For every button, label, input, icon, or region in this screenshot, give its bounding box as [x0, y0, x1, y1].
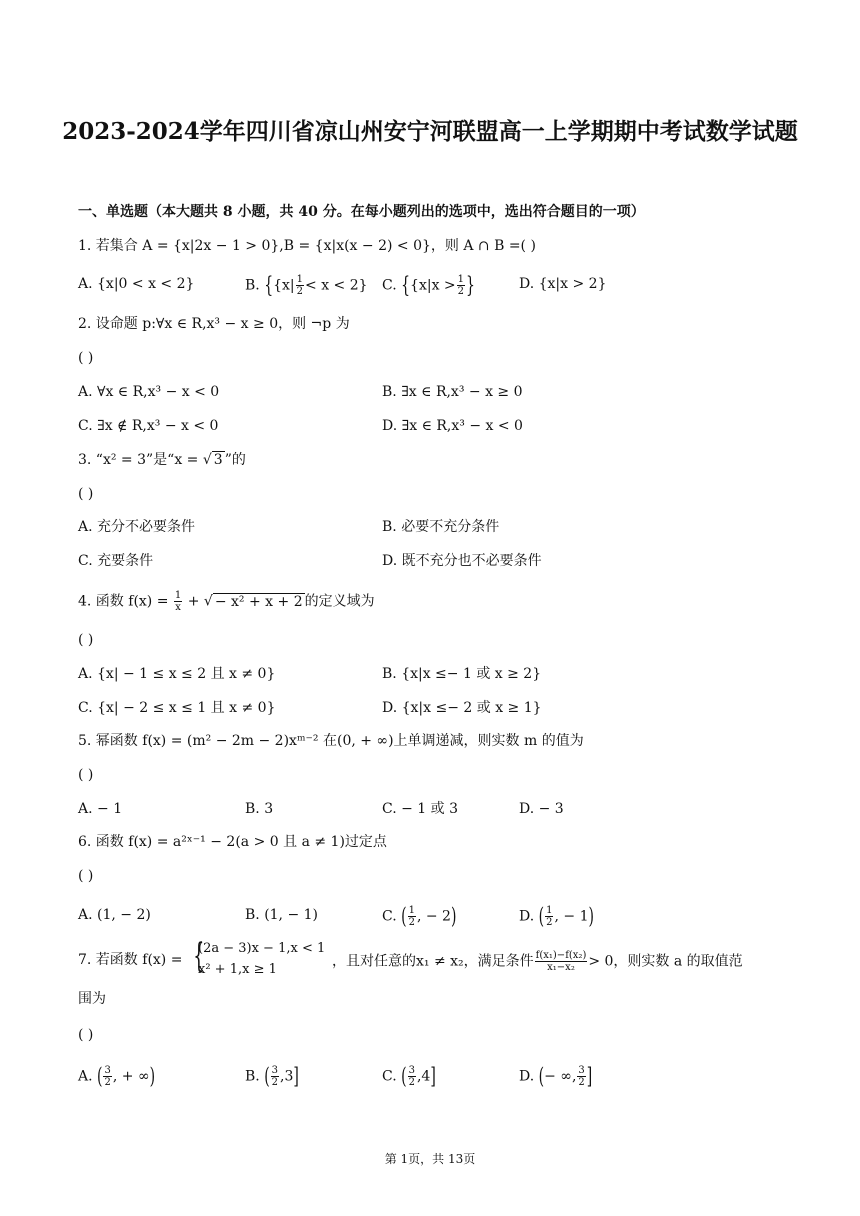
piecewise-case-2: x² + 1,x ≥ 1 [198, 962, 277, 977]
fraction: $\frac{1}{x}$ [174, 590, 182, 613]
fraction: $\frac{\text{f(x₁)−f(x₂)}}{\text{x₁−x₂}}$ [535, 950, 587, 973]
fraction: $\frac{1}{2}$ [457, 274, 465, 297]
section-heading: 一、单选题（本大题共 8 小题，共 40 分。在每小题列出的选项中，选出符合题目的一项） [78, 204, 645, 220]
answer-paren: ( ) [78, 1027, 94, 1043]
q3-option-b: B. 必要不充分条件 [382, 519, 500, 535]
q2-option-b: B. ∃x ∈ R,x³ − x ≥ 0 [382, 384, 523, 400]
q5-option-b: B. 3 [245, 801, 274, 817]
q4-option-b: B. {x|x ≤− 1 或 x ≥ 2} [382, 666, 542, 682]
q7-option-a: A. ( $\frac{3}{2}$ , + ∞) [78, 1063, 156, 1090]
q5-option-a: A. − 1 [78, 801, 123, 817]
question-7-stem-continued: ，且对任意的x₁ ≠ x₂，满足条件 $\frac{\text{f(x₁)−f(x₂)}}{\text{x₁−x₂}}$ > 0，则实数 a 的取值范 [332, 950, 743, 973]
piecewise-case-1: (2a − 3)x − 1,x < 1 [198, 941, 326, 956]
question-2-stem: 2. 设命题 p:∀x ∈ R,x³ − x ≥ 0，则 ¬p 为 [78, 316, 350, 332]
q6-option-a: A. (1, − 2) [78, 907, 151, 923]
q7-option-c: C. ( $\frac{3}{2}$ ,4] [382, 1063, 436, 1090]
answer-paren: ( ) [78, 486, 94, 502]
q3-option-d: D. 既不充分也不必要条件 [382, 553, 542, 569]
answer-paren: ( ) [78, 767, 94, 783]
question-6-stem: 6. 函数 f(x) = a²ˣ⁻¹ − 2(a > 0 且 a ≠ 1)过定点 [78, 834, 387, 850]
document-title: 2023-2024学年四川省凉山州安宁河联盟高一上学期期中考试数学试题 [62, 118, 798, 145]
q1-option-a: A. {x|0 < x < 2} [78, 276, 195, 292]
q6-option-b: B. (1, − 1) [245, 907, 319, 923]
fraction: $\frac{1}{2}$ [296, 274, 304, 297]
fraction: $\frac{3}{2}$ [271, 1065, 279, 1088]
q5-option-d: D. − 3 [519, 801, 564, 817]
q2-option-a: A. ∀x ∈ R,x³ − x < 0 [78, 384, 220, 400]
question-7-stem-prefix: 7. 若函数 f(x) = [78, 952, 183, 968]
fraction: $\frac{3}{2}$ [578, 1065, 585, 1088]
fraction: $\frac{1}{2}$ [408, 905, 415, 928]
question-1-stem: 1. 若集合 A = {x|2x − 1 > 0},B = {x|x(x − 2) < 0}，则 A ∩ B =( ) [78, 238, 536, 254]
q3-option-c: C. 充要条件 [78, 553, 154, 569]
page-footer: 第 1页，共 13页 [384, 1152, 476, 1166]
fraction: $\frac{1}{2}$ [546, 905, 553, 928]
q1-option-b: B. {{x| $\frac{1}{2}$ < x < 2} [245, 272, 368, 299]
q2-option-c: C. ∃x ∉ R,x³ − x < 0 [78, 418, 219, 434]
q5-option-c: C. − 1 或 3 [382, 801, 459, 817]
q7-option-d: D. (− ∞, $\frac{3}{2}$ ] [519, 1063, 593, 1090]
q1-option-d: D. {x|x > 2} [519, 276, 607, 292]
answer-paren: ( ) [78, 632, 94, 648]
q6-option-c: C. ( $\frac{1}{2}$ , − 2) [382, 903, 457, 930]
q4-option-d: D. {x|x ≤− 2 或 x ≥ 1} [382, 700, 542, 716]
piecewise-brace: { [193, 936, 205, 976]
question-7-stem-line2: 围为 [78, 991, 106, 1007]
question-3-stem: 3. “x² = 3”是“x = √ 3 ”的 [78, 452, 246, 468]
q1-option-c: C. {{x|x > $\frac{1}{2}$ } [382, 272, 475, 299]
answer-paren: ( ) [78, 868, 94, 884]
question-4-stem: 4. 函数 f(x) = $\frac{1}{x}$ + √ − x² + x + 2 的定义域为 [78, 590, 375, 613]
answer-paren: ( ) [78, 350, 94, 366]
question-5-stem: 5. 幂函数 f(x) = (m² − 2m − 2)xᵐ⁻² 在(0, + ∞)上单调递减，则实数 m 的值为 [78, 733, 584, 749]
q4-option-a: A. {x| − 1 ≤ x ≤ 2 且 x ≠ 0} [78, 666, 276, 682]
q4-option-c: C. {x| − 2 ≤ x ≤ 1 且 x ≠ 0} [78, 700, 276, 716]
q3-option-a: A. 充分不必要条件 [78, 519, 196, 535]
q6-option-d: D. ( $\frac{1}{2}$ , − 1) [519, 903, 594, 930]
q7-option-b: B. ( $\frac{3}{2}$ ,3] [245, 1063, 299, 1090]
fraction: $\frac{3}{2}$ [408, 1065, 415, 1088]
q2-option-d: D. ∃x ∈ R,x³ − x < 0 [382, 418, 523, 434]
fraction: $\frac{3}{2}$ [104, 1065, 111, 1088]
